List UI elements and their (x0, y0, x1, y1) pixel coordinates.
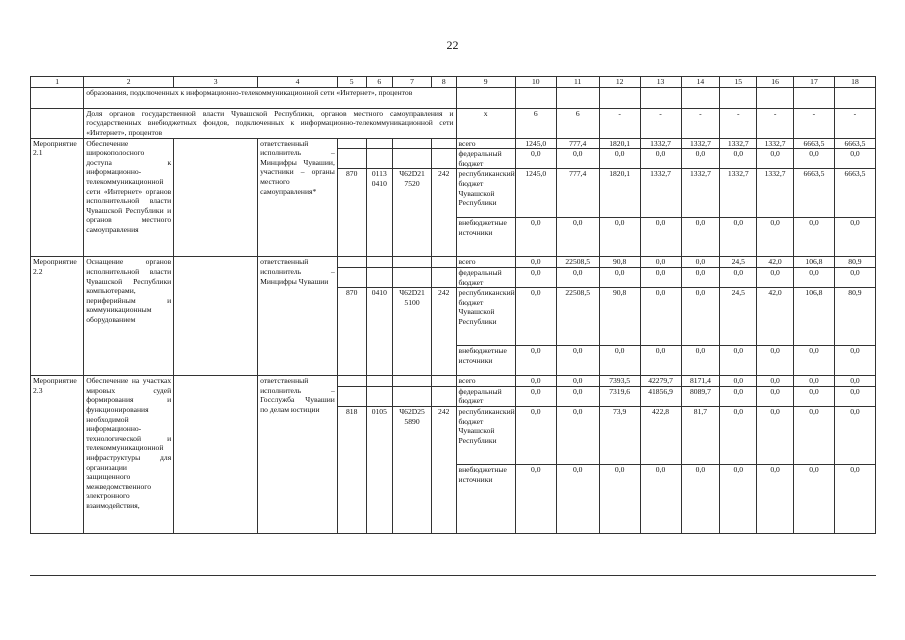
funding-value: 1245,0 (515, 138, 556, 149)
funding-value: 0,0 (681, 288, 720, 346)
funding-row (31, 257, 876, 268)
funding-value: 0,0 (556, 386, 599, 406)
funding-value: 0,0 (757, 346, 794, 376)
funding-value: 0,0 (640, 288, 681, 346)
funding-value: 0,0 (793, 386, 834, 406)
funding-source: федеральный бюджет (456, 386, 515, 406)
measure-executor: ответственный исполнитель – Минцифры Чувашии, участники – органы местного самоуправления* (258, 138, 338, 257)
column-header: 11 (556, 77, 599, 88)
funding-value: 90,8 (599, 257, 640, 268)
measure-name: Обеспечение на участках мировых судей формирования и функционирования необходимой информационно-технологической и телекоммуникационной инфраструктуры для организации защищенного межведомственного электронного взаимодействия, (84, 376, 174, 534)
funding-value: 0,0 (720, 218, 757, 257)
funding-value: 0,0 (599, 464, 640, 533)
funding-source: республиканский бюджет Чувашской Республики (456, 169, 515, 218)
funding-value: 0,0 (793, 376, 834, 387)
code-section: 0410 (366, 288, 393, 376)
funding-value: 0,0 (556, 406, 599, 464)
funding-value: 0,0 (720, 386, 757, 406)
funding-value: 0,0 (720, 464, 757, 533)
indicator-value: - (640, 108, 681, 138)
column-header: 13 (640, 77, 681, 88)
funding-value: 0,0 (720, 267, 757, 287)
continuation-row (31, 108, 876, 138)
funding-source: республиканский бюджет Чувашской Республики (456, 288, 515, 346)
funding-value: 42,0 (757, 257, 794, 268)
indicator-value: - (834, 108, 875, 138)
code-expense-type: 242 (431, 169, 456, 257)
funding-value: 0,0 (681, 346, 720, 376)
measure-name: Оснащение органов исполнительной власти Чувашской Республики компьютерами, периферийным и коммуникационным оборудованием (84, 257, 174, 376)
indicator-text: образования, подключенных к информационно-телекоммуникационной сети «Интернет», процентов (84, 87, 456, 108)
funding-value: 0,0 (515, 406, 556, 464)
funding-value: 24,5 (720, 288, 757, 346)
funding-value: 0,0 (599, 267, 640, 287)
code-grbs: 870 (337, 169, 366, 257)
funding-value: 6663,5 (834, 138, 875, 149)
indicator-mark: x (456, 108, 515, 138)
funding-value: 6663,5 (793, 169, 834, 218)
funding-value: 0,0 (515, 464, 556, 533)
funding-value: 1245,0 (515, 169, 556, 218)
column-header: 6 (366, 77, 393, 88)
funding-value: 106,8 (793, 288, 834, 346)
header-row (31, 77, 876, 88)
funding-value: 1332,7 (757, 169, 794, 218)
funding-value: 0,0 (757, 376, 794, 387)
funding-value: 0,0 (834, 149, 875, 169)
funding-value: 777,4 (556, 138, 599, 149)
funding-value: 0,0 (681, 267, 720, 287)
continuation-row (31, 87, 876, 108)
funding-value: 1332,7 (681, 169, 720, 218)
funding-value: 0,0 (720, 406, 757, 464)
funding-value: 1332,7 (640, 138, 681, 149)
funding-value: 0,0 (599, 346, 640, 376)
funding-value: 0,0 (793, 406, 834, 464)
funding-value: 1332,7 (640, 169, 681, 218)
funding-value: 0,0 (640, 257, 681, 268)
funding-value: 0,0 (720, 376, 757, 387)
funding-value: 1332,7 (757, 138, 794, 149)
funding-value: 0,0 (681, 257, 720, 268)
funding-value: 42,0 (757, 288, 794, 346)
indicator-value: - (757, 108, 794, 138)
funding-value: 0,0 (720, 346, 757, 376)
funding-source: всего (456, 257, 515, 268)
column-header: 9 (456, 77, 515, 88)
funding-source: республиканский бюджет Чувашской Республики (456, 406, 515, 464)
funding-value: 0,0 (515, 288, 556, 346)
indicator-value: 6 (515, 108, 556, 138)
funding-value: 0,0 (640, 464, 681, 533)
funding-value: 0,0 (515, 218, 556, 257)
funding-value: 42279,7 (640, 376, 681, 387)
code-expense-type: 242 (431, 288, 456, 376)
table-bottom-rule (30, 575, 876, 576)
funding-value: 0,0 (640, 346, 681, 376)
funding-value: 0,0 (720, 149, 757, 169)
funding-value: 80,9 (834, 257, 875, 268)
indicator-value: 6 (556, 108, 599, 138)
code-target-item: Ч62D21 7520 (393, 169, 432, 257)
funding-source: всего (456, 376, 515, 387)
funding-row (31, 138, 876, 149)
funding-value: 0,0 (793, 149, 834, 169)
code-grbs: 818 (337, 406, 366, 533)
funding-value: 0,0 (834, 376, 875, 387)
column-header: 2 (84, 77, 174, 88)
funding-value: 24,5 (720, 257, 757, 268)
funding-value: 6663,5 (834, 169, 875, 218)
funding-value: 0,0 (834, 267, 875, 287)
measure-name: Обеспечение широкополосного доступа к информационно-телекоммуникационной сети «Интернет» органов исполнительной власти Чувашской Республики и органов местного самоуправления (84, 138, 174, 257)
funding-source: федеральный бюджет (456, 267, 515, 287)
funding-value: 73,9 (599, 406, 640, 464)
column-header: 16 (757, 77, 794, 88)
measure-id: Мероприятие 2.2 (31, 257, 84, 376)
column-header: 7 (393, 77, 432, 88)
funding-value: 0,0 (757, 406, 794, 464)
funding-value: 0,0 (556, 218, 599, 257)
measure-id: Мероприятие 2.3 (31, 376, 84, 534)
column-header: 18 (834, 77, 875, 88)
indicator-value: - (793, 108, 834, 138)
column-header: 12 (599, 77, 640, 88)
indicator-value: - (681, 108, 720, 138)
funding-value: 80,9 (834, 288, 875, 346)
funding-value: 0,0 (515, 386, 556, 406)
funding-value: 0,0 (757, 149, 794, 169)
funding-value: 0,0 (599, 149, 640, 169)
funding-value: 0,0 (640, 149, 681, 169)
measure-id: Мероприятие 2.1 (31, 138, 84, 257)
measure-executor: ответственный исполнитель – Госслужба Чувашии по делам юстиции (258, 376, 338, 534)
funding-value: 0,0 (757, 386, 794, 406)
funding-value: 0,0 (681, 218, 720, 257)
column-header: 5 (337, 77, 366, 88)
page-number: 22 (446, 38, 459, 52)
funding-value: 0,0 (757, 267, 794, 287)
funding-value: 0,0 (599, 218, 640, 257)
funding-value: 777,4 (556, 169, 599, 218)
funding-value: 106,8 (793, 257, 834, 268)
funding-row (31, 376, 876, 387)
funding-value: 8171,4 (681, 376, 720, 387)
funding-value: 0,0 (556, 346, 599, 376)
funding-value: 0,0 (556, 376, 599, 387)
funding-value: 0,0 (757, 464, 794, 533)
funding-source: внебюджетные источники (456, 346, 515, 376)
code-grbs: 870 (337, 288, 366, 376)
funding-value: 22508,5 (556, 288, 599, 346)
funding-value: 1332,7 (720, 138, 757, 149)
column-header: 14 (681, 77, 720, 88)
funding-value: 7319,6 (599, 386, 640, 406)
funding-value: 0,0 (834, 464, 875, 533)
funding-value: 0,0 (556, 267, 599, 287)
funding-value: 0,0 (515, 376, 556, 387)
funding-value: 0,0 (515, 346, 556, 376)
funding-value: 0,0 (834, 218, 875, 257)
funding-source: внебюджетные источники (456, 464, 515, 533)
funding-value: 81,7 (681, 406, 720, 464)
funding-value: 1332,7 (681, 138, 720, 149)
indicator-text: Доля органов государственной власти Чувашской Республики, органов местного самоуправления и государственных внебюджетных фондов, подключенных к информационно-телекоммуникационной сети «Интернет», процентов (84, 108, 456, 138)
code-expense-type: 242 (431, 406, 456, 533)
funding-value: 0,0 (793, 346, 834, 376)
funding-value: 0,0 (793, 267, 834, 287)
funding-source: всего (456, 138, 515, 149)
funding-value: 1820,1 (599, 169, 640, 218)
funding-value: 90,8 (599, 288, 640, 346)
column-header: 4 (258, 77, 338, 88)
funding-value: 0,0 (681, 464, 720, 533)
column-header: 15 (720, 77, 757, 88)
code-section: 0113 0410 (366, 169, 393, 257)
funding-value: 0,0 (556, 149, 599, 169)
funding-source: федеральный бюджет (456, 149, 515, 169)
funding-value: 0,0 (515, 267, 556, 287)
code-section: 0105 (366, 406, 393, 533)
indicator-value: - (720, 108, 757, 138)
funding-value: 8089,7 (681, 386, 720, 406)
code-target-item: Ч62D25 5890 (393, 406, 432, 533)
funding-value: 0,0 (834, 346, 875, 376)
funding-value: 1820,1 (599, 138, 640, 149)
column-header: 8 (431, 77, 456, 88)
funding-value: 0,0 (834, 406, 875, 464)
funding-source: внебюджетные источники (456, 218, 515, 257)
funding-value: 0,0 (681, 149, 720, 169)
measures-table (30, 76, 876, 534)
funding-value: 0,0 (757, 218, 794, 257)
funding-value: 0,0 (834, 386, 875, 406)
funding-value: 41856,9 (640, 386, 681, 406)
code-target-item: Ч62D21 5100 (393, 288, 432, 376)
measure-executor: ответственный исполнитель – Минцифры Чувашии (258, 257, 338, 376)
funding-value: 0,0 (640, 218, 681, 257)
funding-value: 0,0 (515, 257, 556, 268)
column-header: 17 (793, 77, 834, 88)
funding-value: 1332,7 (720, 169, 757, 218)
column-header: 1 (31, 77, 84, 88)
funding-value: 422,8 (640, 406, 681, 464)
funding-value: 22508,5 (556, 257, 599, 268)
funding-value: 7393,5 (599, 376, 640, 387)
funding-value: 0,0 (515, 149, 556, 169)
funding-value: 0,0 (793, 464, 834, 533)
column-header: 3 (174, 77, 258, 88)
indicator-value: - (599, 108, 640, 138)
column-header: 10 (515, 77, 556, 88)
funding-value: 0,0 (556, 464, 599, 533)
funding-value: 6663,5 (793, 138, 834, 149)
funding-value: 0,0 (793, 218, 834, 257)
funding-value: 0,0 (640, 267, 681, 287)
